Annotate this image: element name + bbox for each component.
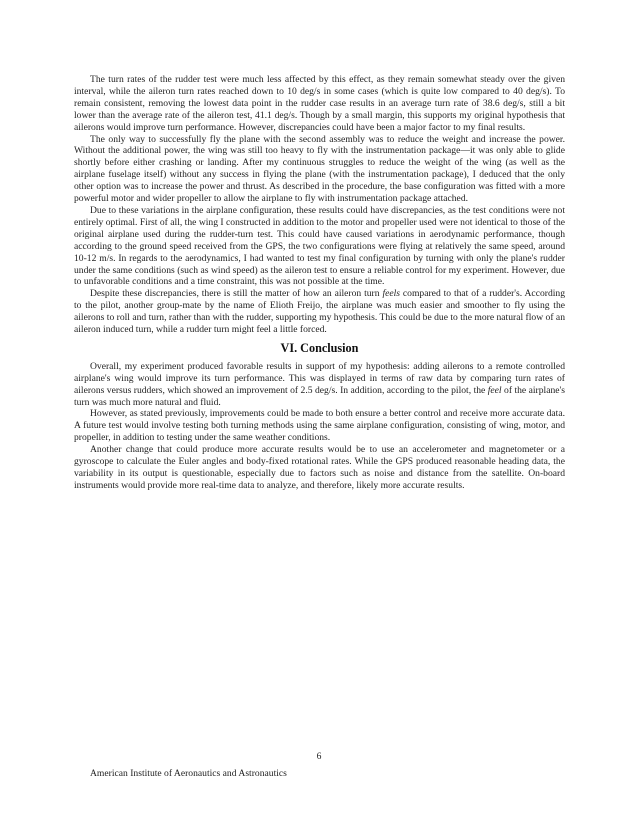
paragraph-conclusion-overall — [74, 361, 565, 409]
footer-organization: American Institute of Aeronautics and Astronautics — [90, 768, 287, 779]
page-number: 6 — [316, 751, 322, 762]
document-body — [74, 74, 565, 492]
conclusion-text-a: Overall, my experiment produced favorable results in support of my hypothesis: adding ailerons to a remote controlled airplane's wing would improve its turn performance. This was displayed in terms of raw data by comparing turn rates of ailerons versus rudders, which showed an improvement of 2.5 deg/s. In addition, according to the pilot, the — [74, 360, 565, 396]
paragraph-improvements: However, as stated previously, improvements could be made to both ensure a better control and receive more accurate data. A future test would involve testing both turning methods using the same airplane configuration, consisting of wing, motor, and propeller, in addition to testing under the same weather conditions. — [74, 408, 565, 444]
conclusion-text-b: of the airplane's turn was much more natural and fluid. — [74, 384, 565, 408]
paragraph-discrepancies: Due to these variations in the airplane configuration, these results could have discrepancies, as the test conditions were not entirely optimal. First of all, the wing I constructed in addition to the motor and propeller used were not identical to those of the original airplane used during the rudder-turn test. This could have caused variations in aerodynamic performance, though according to the ground speed received from the GPS, the two configurations were flying at relatively the same speed, around 10-12 m/s. In regards to the aerodynamics, I had wanted to test my final configuration by turning with only the plane's rudder under the same conditions (such as wind speed) as the aileron test to ensure a reliable control for my experiment. However, due to unfavorable conditions and a time constraint, this was not possible at the time. — [74, 204, 565, 288]
paragraph-weight-and-power: The only way to successfully fly the plane with the second assembly was to reduce the weight and increase the power. Without the additional power, the wing was still too heavy to fly with the instrumentation package—it was only able to glide shortly before either crashing or landing. After my continuous struggles to reduce the weight of the wing (as well as the airplane fuselage itself) without any success in flying the plane (with the instrumentation package), I deduced that the only other option was to increase the power and thrust. As described in the procedure, the base configuration was fitted with a more powerful motor and wider propeller to allow the airplane to fly with instrumentation package attached. — [74, 133, 565, 205]
paragraph-pilot-feel-text-b: compared to that of a rudder's. According to the pilot, another group-mate by the name of Elioth Freijo, the airplane was much easier and smoother to fly using the ailerons to roll and turn, rather than with the rudder, supporting my hypothesis. This could be due to the more natural flow of an aileron induced turn, while a rudder turn might feel a little forced. — [74, 288, 565, 336]
paragraph-pilot-feel-text-a: Despite these discrepancies, there is still the matter of how an aileron turn — [90, 288, 383, 300]
emphasis-feel: feel — [487, 384, 502, 396]
paragraph-accelerometer: Another change that could produce more accurate results would be to use an accelerometer and magnetometer or a gyroscope to calculate the Euler angles and body-fixed rotational rates. While the GPS produced reasonable heading data, the variability in its output is questionable, especially due to factors such as noise and distance from the satellite. On-board instruments would provide more real-time data to analyze, and therefore, likely more accurate results. — [74, 444, 565, 491]
emphasis-feels: feels — [382, 288, 401, 300]
paragraph-pilot-feel — [74, 288, 565, 336]
paragraph-rudder-turn-rates: The turn rates of the rudder test were much less affected by this effect, as they remain somewhat steady over the given interval, while the aileron turn rates reached down to 10 deg/s in some cases (which is quite low compared to 40 deg/s). To remain consistent, removing the lowest data point in the rudder case results in an average turn rate of 38.6 deg/s, still a bit lower than the average rate of the aileron test, 41.1 deg/s. Though by a small margin, this supports my original hypothesis that ailerons would improve turn performance. However, discrepancies could have been a major factor to my final results. — [74, 74, 565, 133]
section-heading-conclusion: VI. Conclusion — [280, 340, 359, 355]
